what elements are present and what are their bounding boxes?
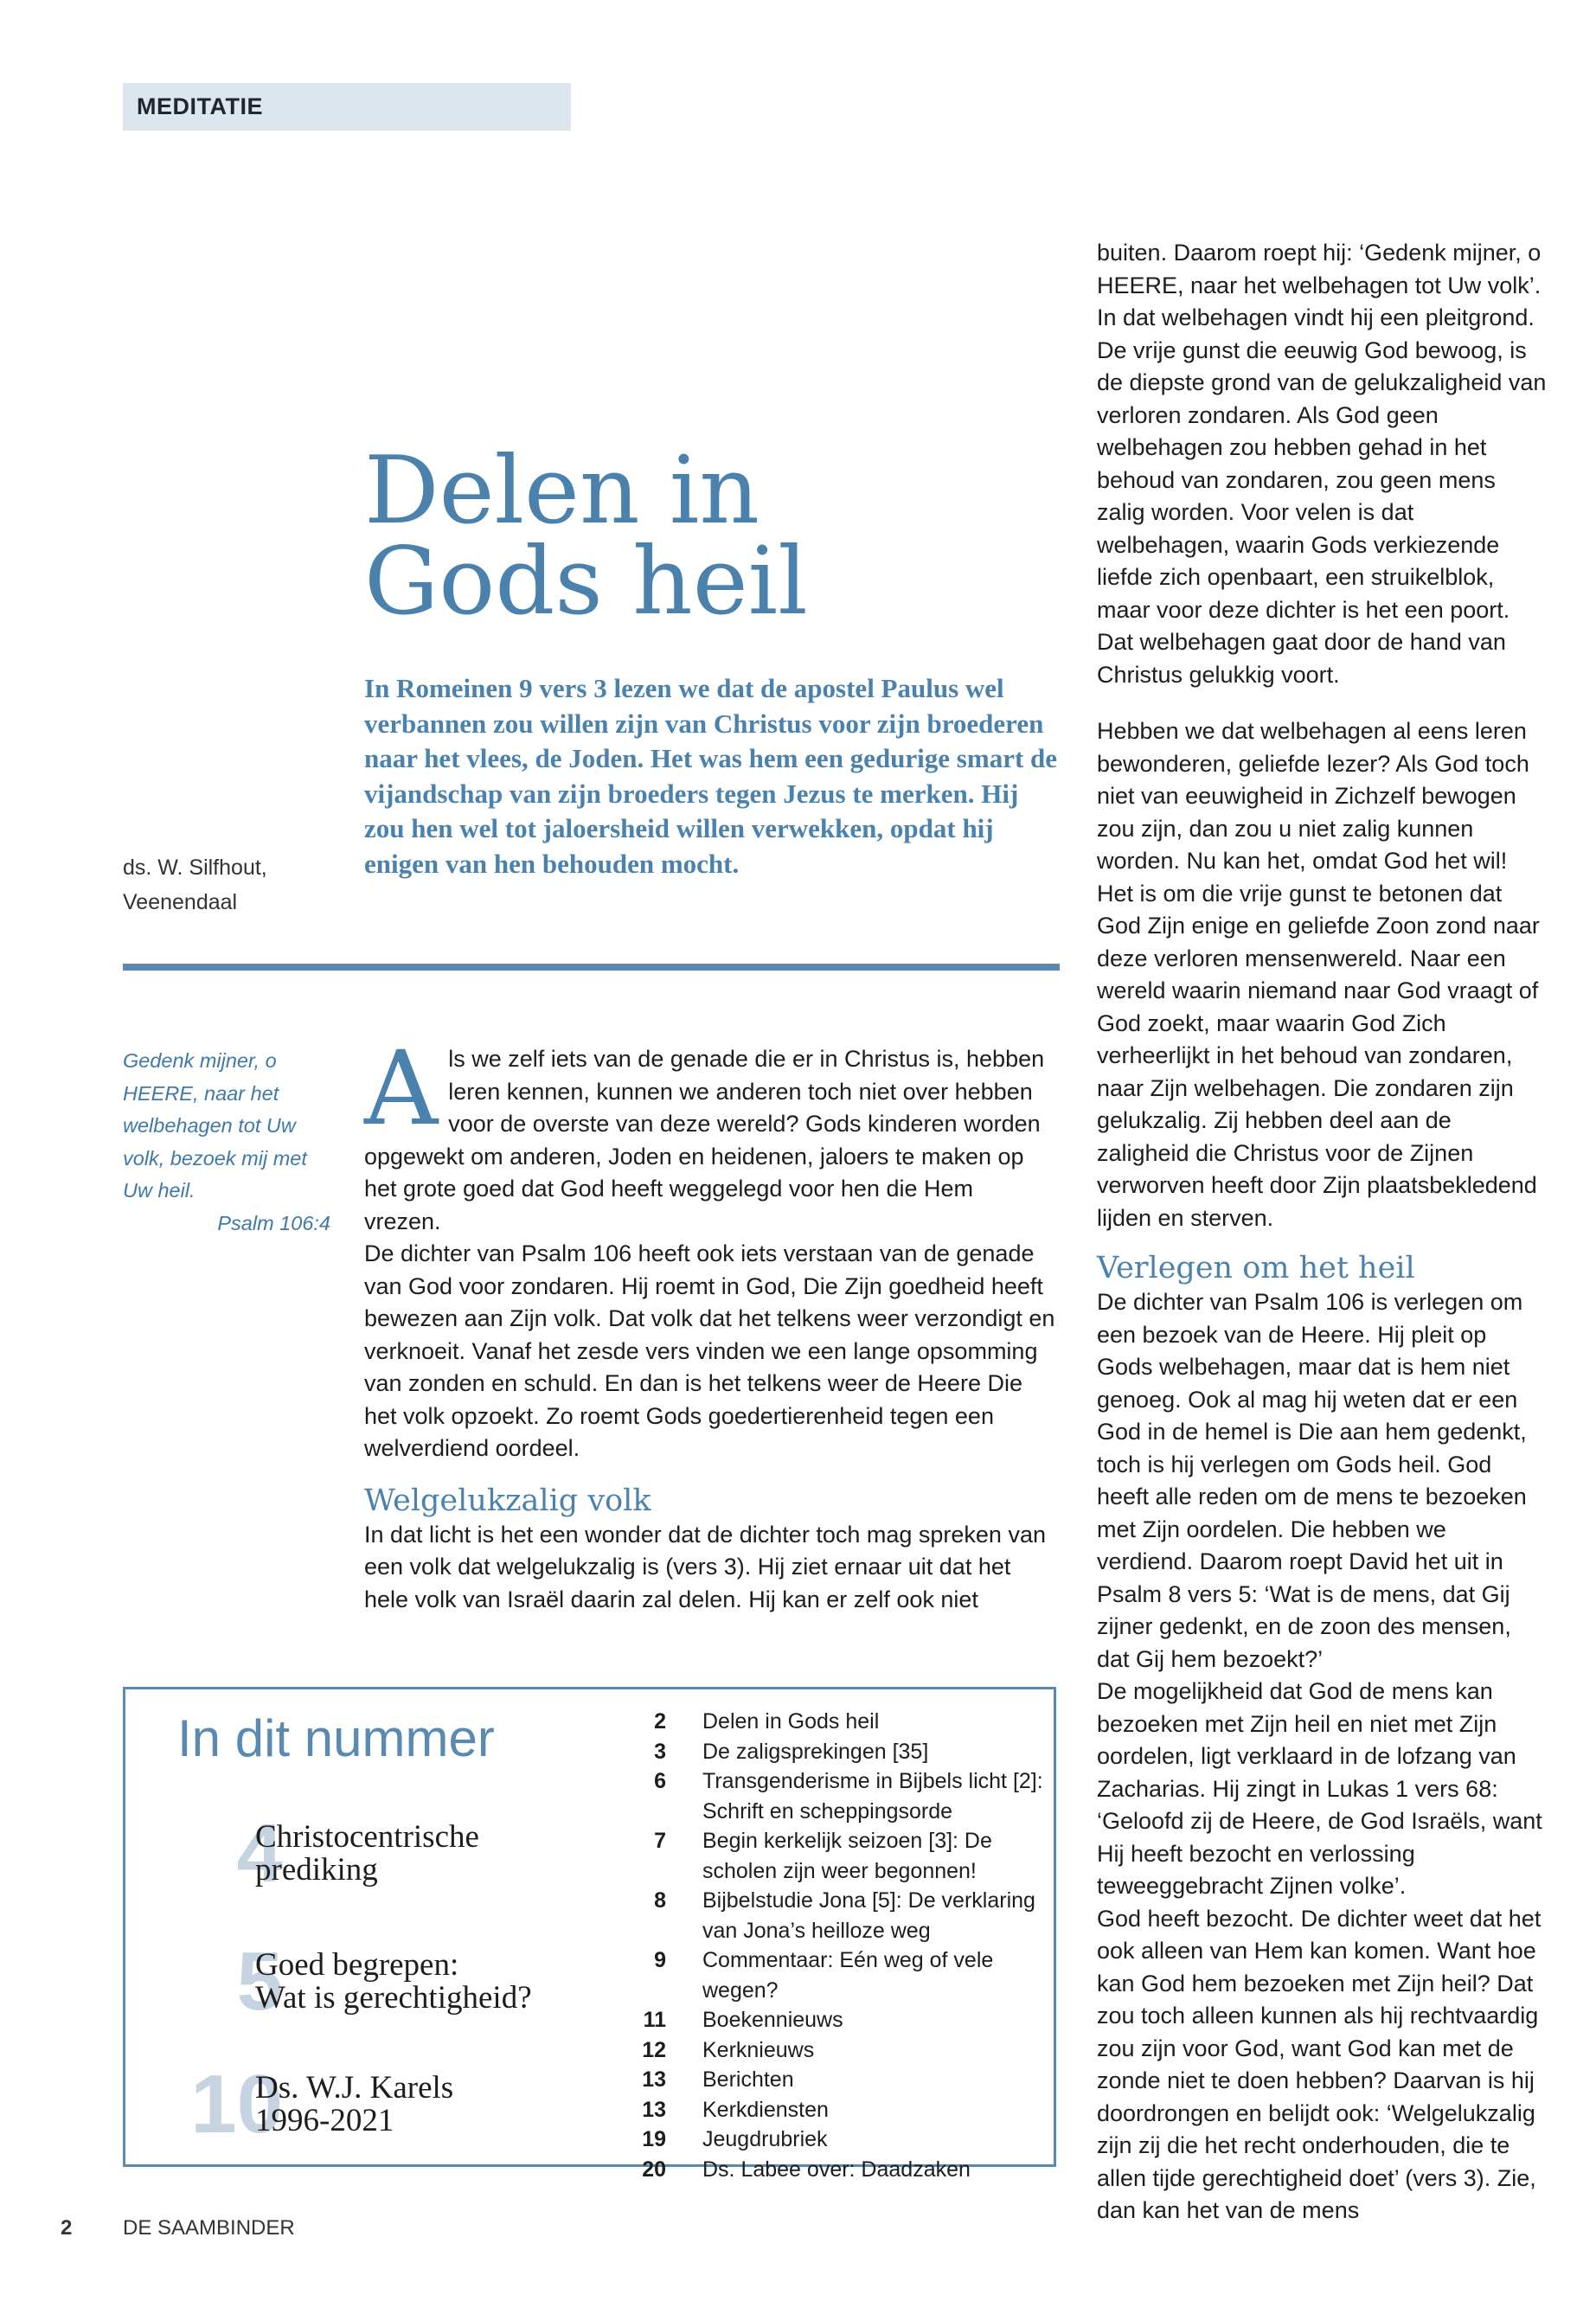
article-title <box>364 437 883 636</box>
author-place: Veenendaal <box>123 890 238 914</box>
footer-publication: DE SAAMBINDER <box>123 2216 295 2240</box>
toc-item[interactable] <box>606 1826 1047 1886</box>
toc-item-title: Kerknieuws <box>702 2037 815 2062</box>
toc-item-title: Begin kerkelijk seizoen [3]: De scholen zijn weer begonnen! <box>702 1829 992 1883</box>
toc-item-title: Bijbelstudie Jona [5]: De verklaring van Jona’s heilloze weg <box>702 1888 1035 1943</box>
author-byline <box>123 850 267 920</box>
title-line-2: Gods heil <box>364 528 808 636</box>
toc-item[interactable] <box>606 2035 1047 2066</box>
featured-title <box>255 1949 532 2015</box>
toc-page: 19 <box>642 2127 666 2151</box>
toc-item-title: Boekennieuws <box>702 2008 843 2032</box>
section-tag-label: MEDITATIE <box>137 93 263 119</box>
toc-item[interactable] <box>606 1886 1047 1945</box>
paragraph: buiten. Daarom roept hij: ‘Gedenk mijner, o HEERE, naar het welbehagen tot Uw volk’. In dat welbehagen vindt hij een pleitgrond. De vrije gunst die eeuwig God bewoog, is de diepste grond van de gelukzaligheid van verloren zondaren. Als God geen welbehagen zou hebben gehad in het behoud van zondaren, zou geen mens zalig worden. Voor velen is dat welbehagen, waarin Gods verkiezende liefde zich openbaart, een struikelblok, maar voor deze dichter is het een poort. Dat welbehagen gaat door de hand van Christus gelukkig voort. <box>1097 240 1547 688</box>
toc-title: In dit nummer <box>177 1709 495 1767</box>
toc-page: 2 <box>654 1709 666 1734</box>
paragraph: Hebben we dat welbehagen al eens leren bewonderen, geliefde lezer? Als God toch niet van eeuwigheid in Zichzelf bewogen zou zijn, dan zou u niet zalig kunnen worden. Nu kan het, omdat God het wil! Het is om die vrije gunst te betonen dat God Zijn enige en geliefde Zoon zond naar deze verloren mensenwereld. Naar een wereld waarin niemand naar God vraagt of God zoekt, maar waarin God Zich verheerlijkt in het behoud van zondaren, naar Zijn welbehagen. Die zondaren zijn gelukzalig. Zij hebben deel aan de zaligheid die Christus voor de Zijnen verworven heeft door Zijn plaatsbekledend lijden en sterven. <box>1097 718 1540 1231</box>
subheading: Welgelukzalig volk <box>364 1483 651 1518</box>
article-column-1 <box>364 1029 1056 1616</box>
featured-title <box>255 1821 479 1887</box>
featured-title-line: Goed begrepen: <box>255 1947 459 1983</box>
paragraph <box>364 1029 1056 1238</box>
toc-item[interactable] <box>606 2125 1047 2155</box>
featured-page-number: 4 <box>236 1807 283 1900</box>
featured-title-line: prediking <box>255 1852 378 1888</box>
toc-item[interactable] <box>606 2005 1047 2035</box>
toc-page: 9 <box>654 1948 666 1972</box>
toc-page: 3 <box>654 1739 666 1764</box>
toc-featured-item[interactable] <box>125 1807 593 1900</box>
toc-featured-item[interactable] <box>125 1935 593 2028</box>
toc-item[interactable] <box>606 1737 1047 1767</box>
featured-title-line: Wat is gerechtigheid? <box>255 1980 532 2016</box>
toc-item-title: Ds. Labee over: Daadzaken <box>702 2157 971 2182</box>
toc-featured-item[interactable] <box>125 2058 593 2150</box>
featured-title-line: Christocentrische <box>255 1819 479 1855</box>
toc-list <box>606 1707 1047 2184</box>
toc-item-title: Kerkdiensten <box>702 2097 829 2122</box>
paragraph: De dichter van Psalm 106 heeft ook iets verstaan van de genade van God voor zondaren. Hij roemt in God, Die Zijn goedheid heeft bewezen aan Zijn volk. Dat volk dat het telkens weer verzondigt en verknoeit. Vanaf het zesde vers vinden we een lange opsomming van zonden en schuld. En dan is het telkens weer de Heere Die het volk opzoekt. Zo roemt Gods goedertierenheid tegen een welverdiend oordeel. <box>364 1240 1055 1461</box>
toc-page: 13 <box>642 2097 666 2122</box>
title-line-1: Delen in <box>364 437 760 545</box>
paragraph: God heeft bezocht. De dichter weet dat het ook alleen van Hem kan komen. Want hoe kan God hem bezoeken met Zijn heil? Dat zou toch alleen kunnen als hij rechtvaardig zou zijn voor God, want God kan met de zonde niet te doen hebben? Daarvan is hij doordrongen en belijdt ook: ‘Welgelukzalig zijn zij die het recht onderhouden, die te allen tijde gerechtigheid doet’ (vers 3). Zie, dan kan het van de mens <box>1097 1905 1542 2223</box>
paragraph-text: ls we zelf iets van de genade die er in Christus is, hebben leren kennen, kunnen we anderen toch niet over hebben voor de overste van deze wereld? Gods kinderen worden opgewekt om anderen, Joden en heidenen, jaloers te maken op het grote goed dat God heeft weggelegd voor hen die Hem vrezen. <box>364 1046 1045 1234</box>
toc-item-title: Delen in Gods heil <box>702 1709 880 1734</box>
paragraph: De dichter van Psalm 106 is verlegen om een bezoek van de Heere. Hij pleit op Gods welbehagen, maar dat is hem niet genoeg. Ook al mag hij weten dat er een God in de hemel is Die aan hem gedenkt, toch is hij verlegen om Gods heil. God heeft alle reden om de mens te bezoeken met Zijn oordelen. Die hebben we verdiend. Daarom roept David het uit in Psalm 8 vers 5: ‘Wat is de mens, dat Gij zijner gedenkt, en de zoon des mensen, dat Gij hem bezoekt?’ <box>1097 1289 1527 1672</box>
toc-page: 11 <box>643 2008 666 2032</box>
toc-item[interactable] <box>606 2155 1047 2185</box>
pull-quote-reference: Psalm 106:4 <box>217 1211 330 1234</box>
intro-lead: In Romeinen 9 vers 3 lezen we dat de apostel Paulus wel verbannen zou willen zijn van Christus voor zijn broederen naar het vlees, de Joden. Het was hem een gedurige smart de vijandschap van zijn broeders tegen Jezus te merken. Hij zou hen wel tot jaloersheid willen verwekken, opdat hij enigen van hen behouden mocht. <box>364 673 1058 879</box>
drop-cap: A <box>364 1029 439 1148</box>
toc-item[interactable] <box>606 1945 1047 2005</box>
toc-item-title: Berichten <box>702 2067 794 2092</box>
pull-quote-text: Gedenk mijner, o HEERE, naar het welbehagen tot Uw volk, bezoek mij met Uw heil. <box>123 1049 307 1202</box>
paragraph: In dat licht is het een wonder dat de dichter toch mag spreken van een volk dat welgelukzalig is (vers 3). Hij ziet ernaar uit dat het hele volk van Israël daarin zal delen. Hij kan er zelf ook niet <box>364 1521 1046 1612</box>
subheading: Verlegen om het heil <box>1097 1251 1415 1285</box>
toc-item-title: Jeugdrubriek <box>702 2127 828 2151</box>
pull-quote <box>123 1045 330 1240</box>
toc-item[interactable] <box>606 1707 1047 1737</box>
author-name: ds. W. Silfhout, <box>123 856 267 880</box>
table-of-contents <box>123 1687 1056 2182</box>
toc-item[interactable] <box>606 2065 1047 2095</box>
toc-item[interactable] <box>606 1766 1047 1826</box>
featured-title-line: Ds. W.J. Karels <box>255 2070 454 2106</box>
toc-page: 8 <box>654 1888 666 1913</box>
toc-page: 6 <box>654 1769 666 1793</box>
toc-page: 20 <box>642 2157 666 2182</box>
toc-page: 12 <box>642 2037 666 2062</box>
footer-page-number: 2 <box>61 2216 73 2240</box>
divider-rule <box>123 964 1060 971</box>
toc-page: 13 <box>642 2067 666 2092</box>
featured-title-line: 1996-2021 <box>255 2103 394 2138</box>
toc-item[interactable] <box>606 2095 1047 2125</box>
paragraph: De mogelijkheid dat God de mens kan bezoeken met Zijn heil en niet met Zijn oordelen, ligt verklaard in de lofzang van Zacharias. Hij zingt in Lukas 1 vers 68: ‘Geloofd zij de Heere, de God Israëls, want Hij heeft bezocht en verlossing teweeggebracht Zijnen volke’. <box>1097 1678 1542 1899</box>
toc-item-title: De zaligsprekingen [35] <box>702 1739 929 1764</box>
toc-item-title: Commentaar: Eén weg of vele wegen? <box>702 1948 994 2003</box>
article-column-2 <box>1097 237 1547 2227</box>
toc-page: 7 <box>654 1829 666 1853</box>
featured-page-number: 10 <box>190 2058 283 2150</box>
toc-item-title: Transgenderisme in Bijbels licht [2]: Schrift en scheppingsorde <box>702 1769 1043 1823</box>
featured-title <box>255 2072 453 2138</box>
featured-page-number: 5 <box>236 1935 283 2028</box>
section-tag <box>123 83 571 131</box>
